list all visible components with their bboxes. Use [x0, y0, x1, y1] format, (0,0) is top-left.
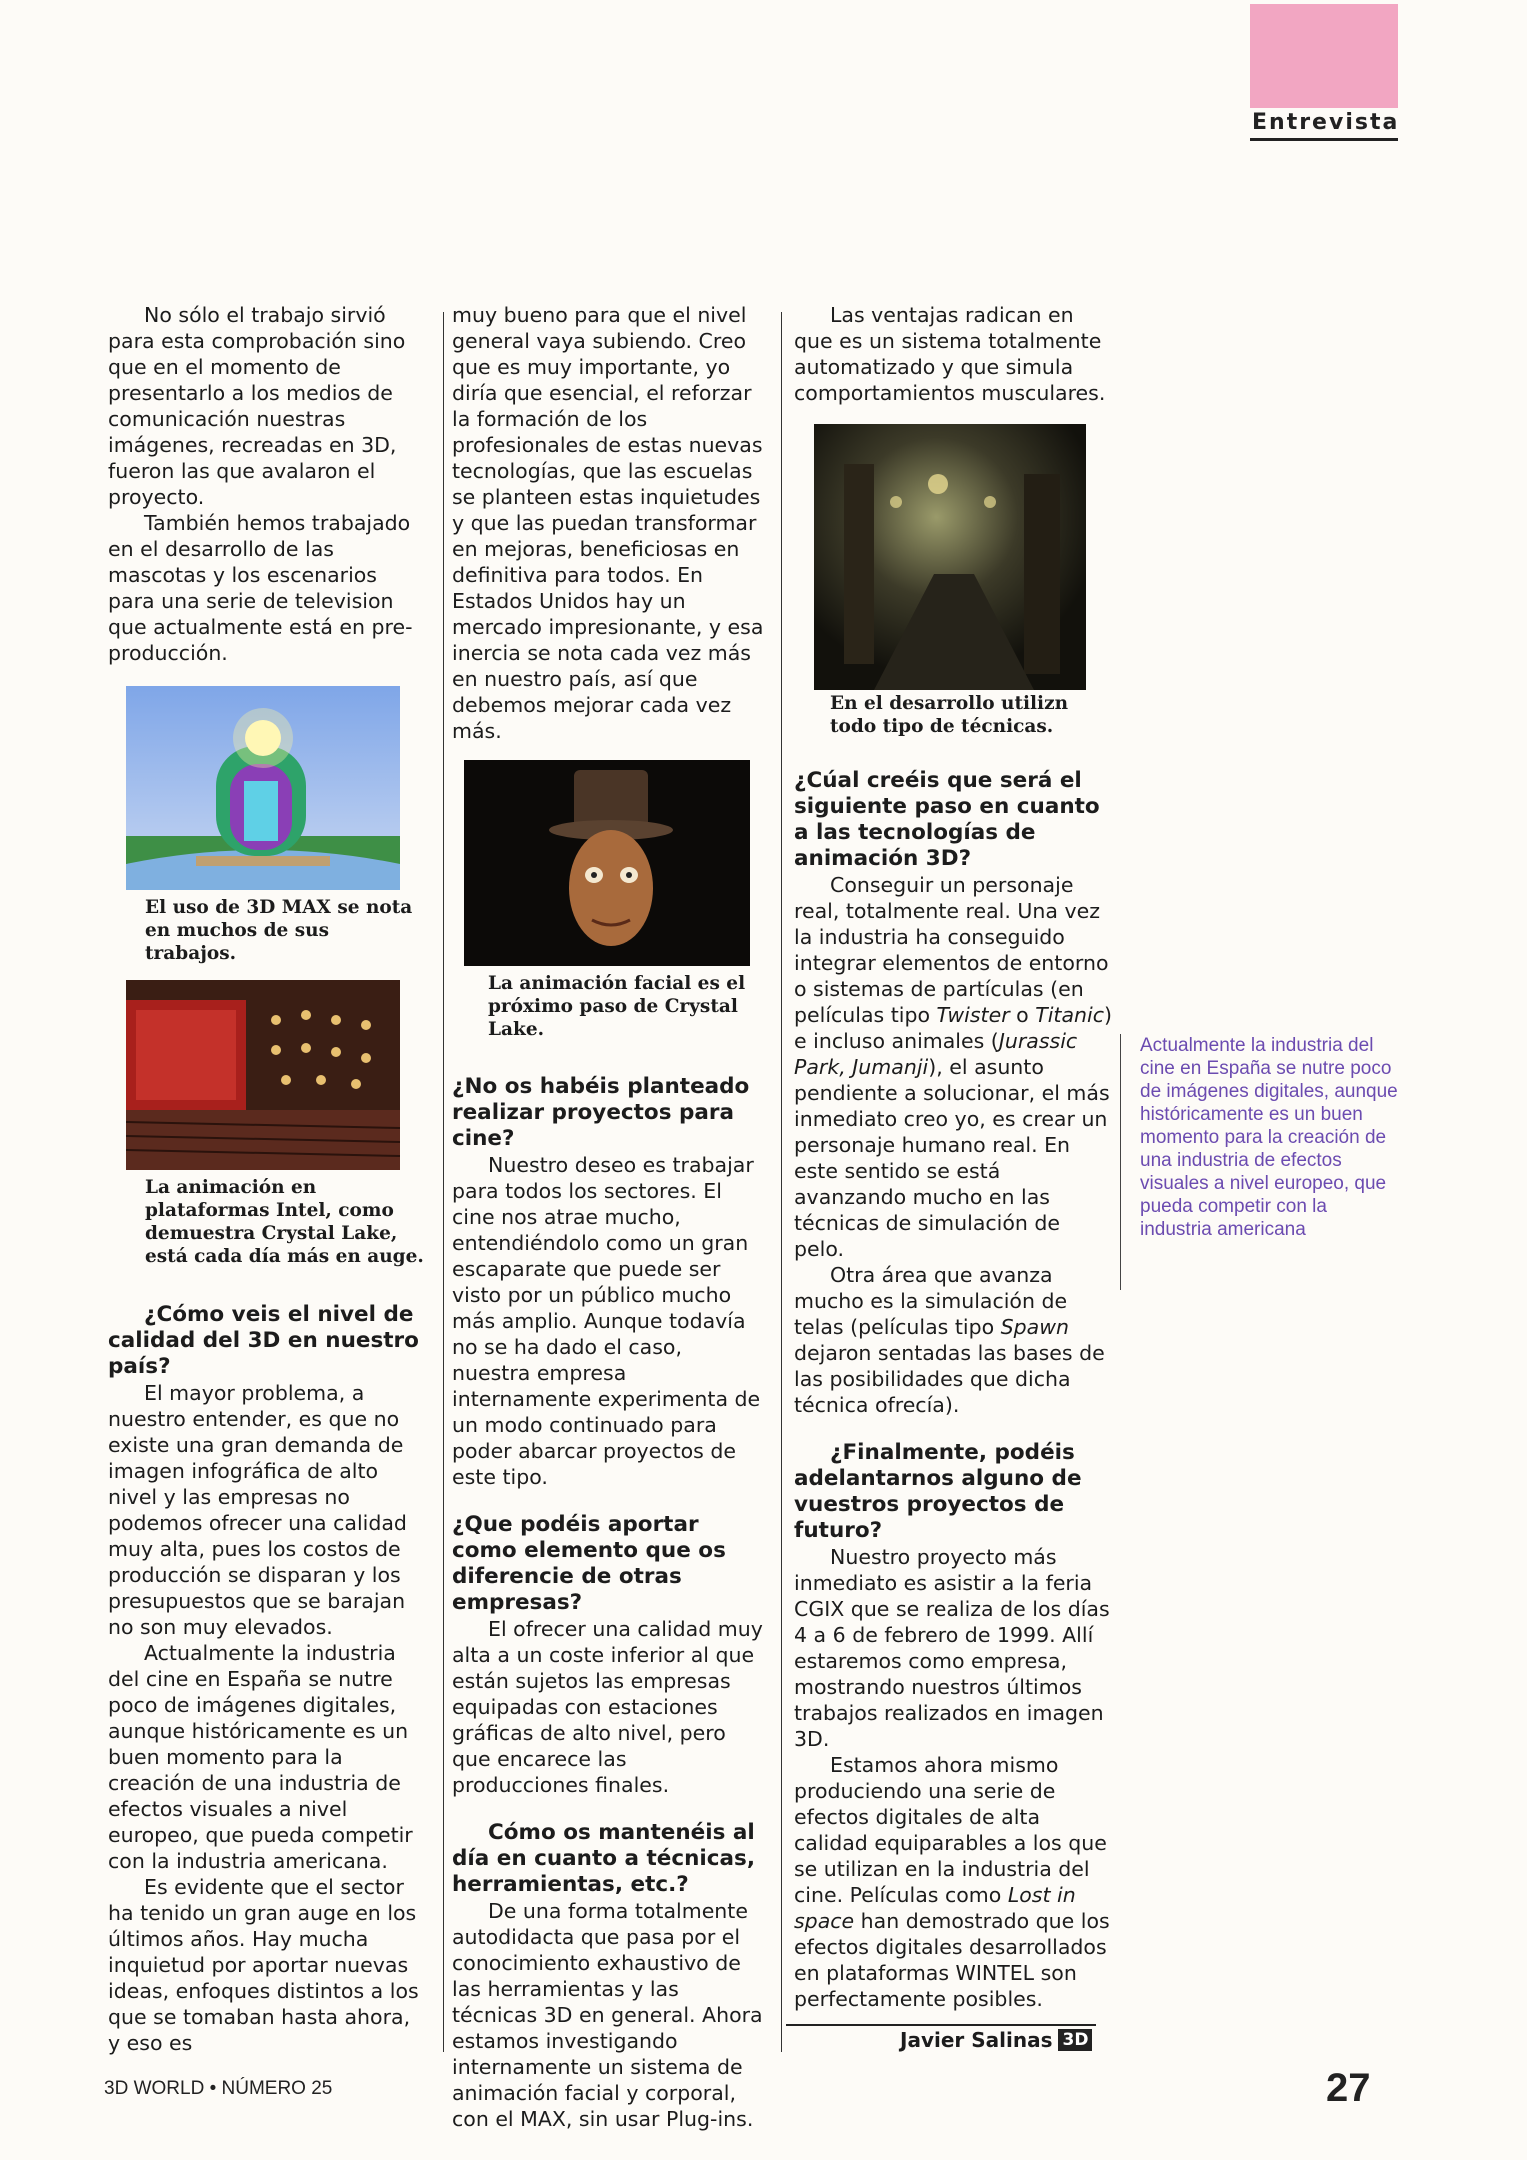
section-rule [1250, 138, 1398, 141]
jukebox-render-image [126, 686, 400, 890]
theater-render-image [126, 980, 400, 1170]
paragraph: Actualmente la industria del cine en España se nutre poco de imágenes digitales, aunque históricamente es un buen momento para la creación de una industria de efectos visuales a nivel europeo, que pueda competir con la industria americana. [108, 1641, 413, 1873]
section-color-tab [1250, 4, 1398, 108]
author-signature [900, 2028, 1092, 2052]
section-label: Entrevista [1252, 110, 1400, 135]
column-divider [443, 312, 444, 2052]
interview-question: ¿Cómo veis el nivel de calidad del 3D en nuestro país? [108, 1302, 419, 1379]
column-divider [781, 312, 782, 2052]
text-run: Estamos ahora mismo produciendo una serie de efectos digitales de alta calidad equiparables a los que se utilizan en la industria del cine. Películas como [794, 1753, 1107, 1907]
interview-question: ¿Cúal creéis que será el siguiente paso en cuanto a las tecnologías de animación 3D? [794, 768, 1100, 871]
text-run: ), el asunto pendiente a solucionar, el más inmediato creo yo, es crear un personaje humano real. En este sentido se está avanzando mucho en las técnicas de simulación de pelo. [794, 1055, 1110, 1261]
text-run: Otra área que avanza mucho es la simulación de telas (películas tipo [794, 1263, 1068, 1339]
text-run: han demostrado que los efectos digitales desarrollados en plataformas WINTEL son perfectamente posibles. [794, 1909, 1110, 2011]
paragraph: Es evidente que el sector ha tenido un gran auge en los últimos años. Hay mucha inquietud por aportar nuevas ideas, enfoques distintos a los que se tomaban hasta ahora, y eso es [108, 1875, 419, 2055]
column-2-lower [452, 1074, 766, 2132]
paragraph: Nuestro deseo es trabajar para todos los sectores. El cine nos atrae mucho, entendiéndolo como un gran escaparate que puede ser visto por un público mucho más amplio. Aunque todavía no se ha dado el caso, nuestra empresa internamente experimenta de un modo continuado para poder abarcar proyectos de este tipo. [452, 1153, 761, 1489]
text-run: ) e incluso animales ( [794, 1003, 1112, 1053]
film-title: Jurassic Park, Jumanji [794, 1029, 1078, 1079]
film-title: Twister [936, 1003, 1010, 1027]
pullquote: Actualmente la industria del cine en España se nutre poco de imágenes digitales, aunque históricamente es un buen momento para la creación de una industria de efectos visuales a nivel europeo, que pueda competir con la industria americana [1140, 1035, 1398, 1240]
film-title: Titanic [1035, 1003, 1104, 1027]
author-rule [786, 2024, 1096, 2026]
dark-interior-render-image [814, 424, 1086, 690]
interview-question: Cómo os mantenéis al día en cuanto a técnicas, herramientas, etc.? [452, 1820, 756, 1897]
image-caption: En el desarrollo utilizn todo tipo de técnicas. [830, 693, 1069, 737]
column-1 [108, 302, 426, 666]
film-title: Lost in space [794, 1883, 1076, 1933]
paragraph: De una forma totalmente autodidacta que pasa por el conocimiento exhaustivo de las herramientas y las técnicas 3D en general. Ahora estamos investigando internamente un sistema de animación facial y corporal, con el MAX, sin usar Plug-ins. [452, 1899, 763, 2131]
paragraph: Nuestro proyecto más inmediato es asistir a la feria CGIX que se realiza de los días 4 a 6 de febrero de 1999. Allí estaremos como empresa, mostrando nuestros últimos trabajos realizados en imagen 3D. [794, 1545, 1110, 1751]
caption-block [145, 1176, 425, 1268]
text-run: o [1009, 1003, 1036, 1027]
paragraph: Las ventajas radican en que es un sistema totalmente automatizado y que simula comportamientos musculares. [794, 303, 1106, 405]
paragraph [794, 1752, 1114, 2012]
column-1-lower [108, 1302, 426, 2056]
paragraph [794, 872, 1114, 1262]
end-mark-badge: 3D [1058, 2029, 1092, 2051]
author-name: Javier Salinas [900, 2028, 1053, 2052]
image-caption: La animación facial es el próximo paso de Crystal Lake. [488, 973, 746, 1040]
pullquote-rule [1120, 1034, 1121, 1290]
image-caption: La animación en plataformas Intel, como demuestra Crystal Lake, está cada día más en auge. [145, 1177, 424, 1267]
paragraph: muy bueno para que el nivel general vaya subiendo. Creo que es muy importante, yo diría que esencial, el reforzar la formación de los profesionales de estas nuevas tecnologías, que las escuelas se planteen estas inquietudes y que las puedan transformar en mejoras, beneficiosas en definitiva para todos. En Estados Unidos hay un mercado impresionante, y esa inercia se nota cada vez más en nuestro país, así que debemos mejorar cada vez más. [452, 303, 764, 743]
caption-block [488, 972, 756, 1041]
text-run: dejaron sentadas las bases de las posibilidades que dicha técnica ofrecía). [794, 1341, 1105, 1417]
magazine-footer: 3D WORLD • NÚMERO 25 [104, 2078, 333, 2099]
caption-block [830, 692, 1100, 738]
character-face-image [464, 760, 750, 966]
paragraph: No sólo el trabajo sirvió para esta comprobación sino que en el momento de presentarlo a los medios de comunicación nuestras imágenes, recreadas en 3D, fueron las que avalaron el proyecto. [108, 303, 406, 509]
image-caption: El uso de 3D MAX se nota en muchos de sus trabajos. [145, 897, 413, 964]
page-number: 27 [1326, 2066, 1371, 2110]
film-title: Spawn [1000, 1315, 1070, 1339]
paragraph: También hemos trabajado en el desarrollo de las mascotas y los escenarios para una serie de television que actualmente está en pre-producción. [108, 511, 413, 665]
interview-question: ¿Finalmente, podéis adelantarnos alguno de vuestros proyectos de futuro? [794, 1440, 1082, 1543]
paragraph: El mayor problema, a nuestro entender, es que no existe una gran demanda de imagen infográfica de alto nivel y las empresas no podemos ofrecer una calidad muy alta, pues los costos de producción se disparan y los presupuestos que se barajan no son muy elevados. [108, 1381, 407, 1639]
column-3 [794, 302, 1114, 406]
interview-question: ¿Que podéis aportar como elemento que os diferencie de otras empresas? [452, 1512, 726, 1615]
text-run: Conseguir un personaje real, totalmente real. Una vez la industria ha conseguido integrar elementos de entorno o sistemas de partículas (en películas tipo [794, 873, 1109, 1027]
caption-block [145, 896, 415, 965]
paragraph [794, 1262, 1114, 1418]
column-2 [452, 302, 766, 744]
paragraph: El ofrecer una calidad muy alta a un coste inferior al que están sujetos las empresas equipadas con estaciones gráficas de alto nivel, pero que encarece las producciones finales. [452, 1617, 763, 1797]
column-3-lower [794, 768, 1114, 2012]
interview-question: ¿No os habéis planteado realizar proyectos para cine? [452, 1074, 750, 1151]
